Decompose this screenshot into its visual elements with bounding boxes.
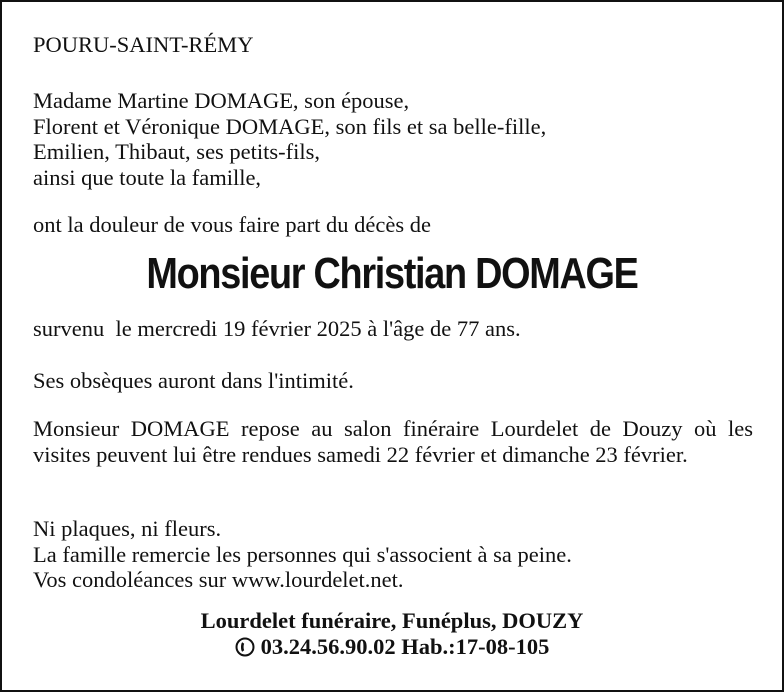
funeral-info [33,368,753,394]
death-info-text: survenu le mercredi 19 février 2025 à l'âge de 77 ans. [33,316,521,341]
family-line: Madame Martine DOMAGE, son épouse, [33,88,410,113]
family-line: ainsi que toute la famille, [33,164,262,190]
deceased-name: Monsieur Christian DOMAGE [146,249,638,298]
family-line: Emilien, Thibaut, ses petits-fils, [33,139,321,164]
location-text: POURU-SAINT-RÉMY [33,32,254,57]
telephone-icon [235,637,255,657]
family-list [33,88,753,190]
funeral-text: Ses obsèques auront dans l'intimité. [33,368,354,393]
family-line: Florent et Véronique DOMAGE, son fils et sa belle-fille, [33,113,547,139]
announcement-text: ont la douleur de vous faire part du décès de [33,212,431,237]
closing-line: La famille remercie les personnes qui s'associent à sa peine. [33,541,572,567]
funeral-home: Lourdelet funéraire, Funéplus, DOUZY [200,608,584,633]
closing-line: Vos condoléances sur www.lourdelet.net. [33,567,404,592]
phone-number: 03.24.56.90.02 Hab.:17-08-105 [260,634,550,659]
announcement [33,212,753,238]
death-info [33,316,753,342]
closing-notes [33,516,753,593]
phone-line [2,634,782,660]
visitation-info: Monsieur DOMAGE repose au salon finéraire Lourdelet de Douzy où les visites peuvent lui être rendues samedi 22 février et dimanche 23 février. [33,416,753,467]
location [33,32,753,58]
closing-line: Ni plaques, ni fleurs. [33,516,222,541]
